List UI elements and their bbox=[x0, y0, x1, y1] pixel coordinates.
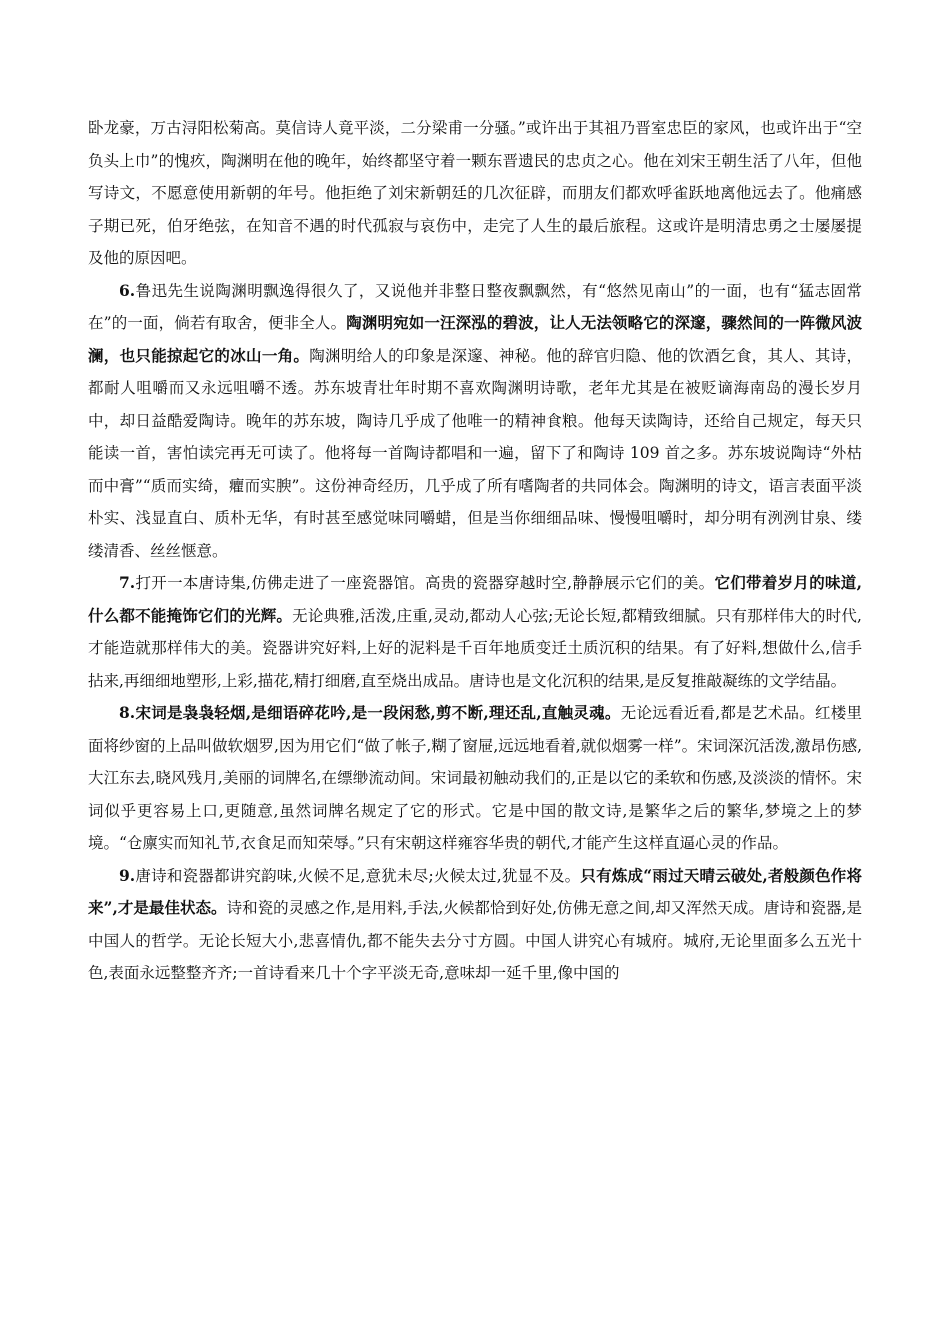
paragraph-text: 打开一本唐诗集,仿佛走进了一座瓷器馆。高贵的瓷器穿越时空,静静展示它们的美。 bbox=[135, 574, 715, 592]
paragraph-number: 7. bbox=[119, 573, 136, 592]
paragraph-text: 无论远看近看,都是艺术品。红楼里面将纱窗的上品叫做软烟罗,因为用它们“做了帐子,糊了窗屉,远远地看着,就似烟雾一样”。宋词深沉活泼,激昂伤感,大江东去,晓风残月,美丽的词牌名,在缥缈流动间。宋词最初触动我们的,正是以它的柔软和伤感,及淡淡的情怀。宋词似乎更容易上口,更随意,虽然词牌名规定了它的形式。它是中国的散文诗,是繁华之后的繁华,梦境之上的梦境。“仓廪实而知礼节,衣食足而知荣辱。”只有宋朝这样雍容华贵的朝代,才能产生这样直逼心灵的作品。 bbox=[88, 704, 862, 852]
paragraph-text: 卧龙豪，万古浔阳松菊高。莫信诗人竟平淡，二分梁甫一分骚。”或许出于其祖乃晋室忠臣的家风，也或许出于“空负头上巾”的愧疚，陶渊明在他的晚年，始终都坚守着一颗东晋遗民的忠贞之心。他在刘宋王朝生活了八年，但他写诗文，不愿意使用新朝的年号。他拒绝了刘宋新朝廷的几次征辟，而朋友们都欢呼雀跃地离他远去了。他痛感子期已死，伯牙绝弦，在知音不遇的时代孤寂与哀伤中，走完了人生的最后旅程。这或许是明清忠勇之士屡屡提及他的原因吧。 bbox=[88, 119, 862, 267]
paragraph-emphasis: 它们带着岁月的味道,什么都不能掩饰它们的光辉。 bbox=[88, 573, 862, 625]
paragraph-7 bbox=[88, 567, 862, 697]
paragraph-emphasis: 宋词是袅袅轻烟,是细语碎花吟,是一段闲愁,剪不断,理还乱,直触灵魂。 bbox=[135, 703, 621, 722]
paragraph-number: 6. bbox=[119, 280, 136, 300]
paragraph-emphasis: 只有炼成“雨过天晴云破处,者般颜色作将来”,才是最佳状态。 bbox=[88, 865, 862, 917]
paragraph-text: 鲁迅先生说陶渊明飘逸得很久了，又说他并非整日整夜飘飘然，有“悠然见南山”的一面，也有“猛志固常在”的一面，倘若有取舍，便非全人。 bbox=[88, 281, 862, 332]
paragraph-8 bbox=[88, 697, 862, 860]
paragraph-text: 诗和瓷的灵感之作,是用料,手法,火候都恰到好处,仿佛无意之间,却又浑然天成。唐诗和瓷器,是中国人的哲学。无论长短大小,悲喜情仇,都不能失去分寸方圆。中国人讲究心有城府。城府,无论里面多么五光十色,表面永远整整齐齐;一首诗看来几十个字平淡无奇,意味却一延千里,像中国的 bbox=[88, 899, 862, 982]
paragraph-text: 陶渊明给人的印象是深邃、神秘。他的辞官归隐、他的饮酒乞食，其人、其诗，都耐人咀嚼而又永远咀嚼不透。苏东坡青壮年时期不喜欢陶渊明诗歌，老年尤其是在被贬谪海南岛的漫长岁月中，却日益酷爱陶诗。晚年的苏东坡，陶诗几乎成了他唯一的精神食粮。他每天读陶诗，还给自己规定，每天只能读一首，害怕读完再无可读了。他将每一首陶诗都唱和一遍，留下了和陶诗 109 首之多。苏东坡说陶诗“外枯而中膏”“质而实绮，癯而实腴”。这份神奇经历，几乎成了所有嗜陶者的共同体会。陶渊明的诗文，语言表面平淡朴实、浅显直白、质朴无华，有时甚至感觉味同嚼蜡，但是当你细细品味、慢慢咀嚼时，却分明有洌洌甘泉、缕缕清香、丝丝惬意。 bbox=[88, 346, 862, 560]
paragraph-text: 唐诗和瓷器都讲究韵味,火候不足,意犹未尽;火候太过,犹显不及。 bbox=[135, 866, 581, 885]
paragraph-6 bbox=[88, 275, 862, 568]
paragraph-emphasis: 陶渊明宛如一汪深泓的碧波，让人无法领略它的深邃，骤然间的一阵微风波澜，也只能掠起它的冰山一角。 bbox=[88, 313, 862, 365]
paragraph-continuation bbox=[88, 112, 862, 275]
paragraph-number: 9. bbox=[119, 865, 136, 885]
paragraph-text: 无论典雅,活泼,庄重,灵动,都动人心弦;无论长短,都精致细腻。只有那样伟大的时代,才能造就那样伟大的美。瓷器讲究好料,上好的泥料是千百年地质变迁土质沉积的结果。有了好料,想做什么,信手拈来,再细细地塑形,上彩,描花,精打细磨,直至烧出成品。唐诗也是文化沉积的结果,是反复推敲凝练的文学结晶。 bbox=[88, 606, 862, 690]
paragraph-9 bbox=[88, 860, 862, 990]
paragraph-number: 8. bbox=[119, 703, 136, 722]
document-page bbox=[88, 112, 862, 990]
